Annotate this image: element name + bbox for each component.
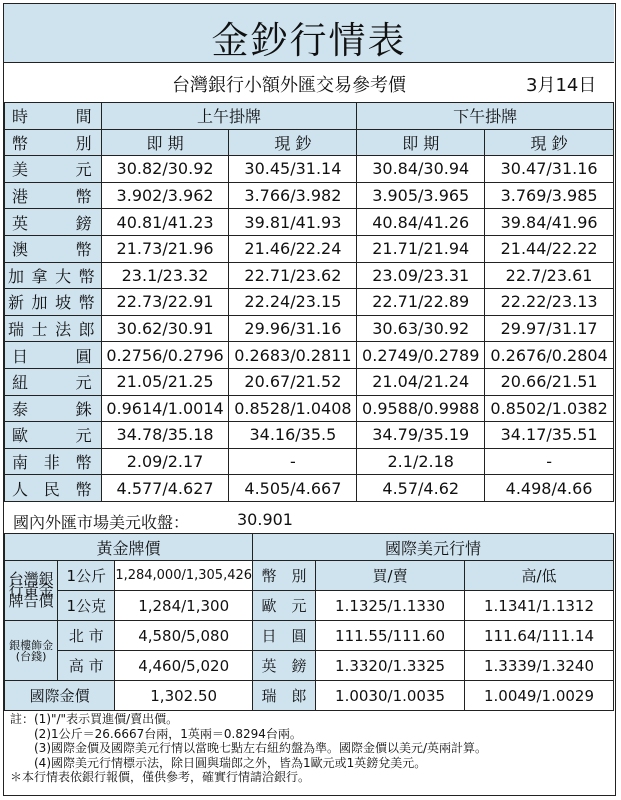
fx-buysell-header: 買/賣 — [316, 561, 465, 591]
pm-spot-cell: 22.71/22.89 — [357, 289, 485, 316]
am-cash-cell: 34.16/35.5 — [229, 422, 357, 449]
pm-spot-cell: 21.04/21.24 — [357, 368, 485, 395]
gold-unit: 1公斤 — [58, 561, 115, 591]
gold-unit: 1公克 — [58, 591, 115, 621]
table-row — [5, 209, 614, 236]
usd-close-bar — [4, 507, 614, 534]
pm-cash-cell: 34.17/35.51 — [485, 422, 614, 449]
shop-gold-label: 銀樓飾金(台錢) — [5, 621, 58, 681]
am-cash-cell: 30.45/31.14 — [229, 156, 357, 183]
fx-buysell-cell: 1.3320/1.3325 — [316, 651, 465, 681]
shop-city: 北 市 — [58, 621, 115, 651]
table-row — [5, 395, 614, 422]
table-row — [5, 621, 614, 651]
fx-header: 國際美元行情 — [253, 534, 614, 561]
fx-highlow-cell: 1.3339/1.3240 — [465, 651, 614, 681]
date-label: 3月14日 — [526, 75, 597, 96]
intl-gold-value: 1,302.50 — [115, 681, 253, 711]
pm-spot-cell: 2.1/2.18 — [357, 448, 485, 475]
am-spot-cell: 0.9614/1.0014 — [101, 395, 229, 422]
table-row — [5, 368, 614, 395]
gold-fx-header-row — [5, 534, 614, 561]
pm-spot-cell: 40.84/41.26 — [357, 209, 485, 236]
fx-highlow-cell: 111.64/111.14 — [465, 621, 614, 651]
am-cash-cell: - — [229, 448, 357, 475]
pm-cash-cell: 29.97/31.17 — [485, 315, 614, 342]
pm-cash-cell: - — [485, 448, 614, 475]
table-row — [5, 422, 614, 449]
currency-name: 澳 幣 — [5, 235, 102, 262]
currency-name: 人民幣 — [5, 475, 102, 502]
currency-name: 美 元 — [5, 156, 102, 183]
shop-price: 4,460/5,020 — [115, 651, 253, 681]
pm-spot-cell: 30.84/30.94 — [357, 156, 485, 183]
table-row — [5, 681, 614, 711]
am-spot-header: 即 期 — [101, 129, 229, 156]
table-row — [5, 651, 614, 681]
table-row — [5, 315, 614, 342]
header-row-currency — [5, 129, 614, 156]
table-row — [5, 182, 614, 209]
currency-name: 加拿大幣 — [5, 262, 102, 289]
currency-name: 南非幣 — [5, 448, 102, 475]
pm-spot-cell: 21.71/21.94 — [357, 235, 485, 262]
fx-highlow-header: 高/低 — [465, 561, 614, 591]
footnote: (4)國際美元行情標示法，除日圓與瑞郎之外，皆為1歐元或1英鎊兌美元。 — [10, 755, 427, 770]
pm-spot-cell: 34.79/35.19 — [357, 422, 485, 449]
am-spot-cell: 4.577/4.627 — [101, 475, 229, 502]
footnote: (2)1公斤＝26.6667台兩，1英兩＝0.8294台兩。 — [10, 726, 302, 741]
am-spot-cell: 23.1/23.32 — [101, 262, 229, 289]
fx-currency-name: 歐 元 — [253, 591, 316, 621]
pm-cash-cell: 4.498/4.66 — [485, 475, 614, 502]
gold-price: 1,284,000/1,305,426 — [115, 561, 253, 591]
am-spot-cell: 40.81/41.23 — [101, 209, 229, 236]
shop-city: 高 市 — [58, 651, 115, 681]
fx-highlow-cell: 1.1341/1.1312 — [465, 591, 614, 621]
currency-name: 泰 銖 — [5, 395, 102, 422]
fx-currency-name: 英 鎊 — [253, 651, 316, 681]
currency-name: 港 幣 — [5, 182, 102, 209]
gold-fx-table — [4, 533, 614, 711]
pm-cash-cell: 0.8502/1.0382 — [485, 395, 614, 422]
footnote: 註：(1)"/"表示買進價/賣出價。 — [10, 712, 179, 726]
fx-buysell-cell: 1.0030/1.0035 — [316, 681, 465, 711]
am-cash-cell: 20.67/21.52 — [229, 368, 357, 395]
pm-spot-header: 即 期 — [357, 129, 485, 156]
am-cash-cell: 4.505/4.667 — [229, 475, 357, 502]
am-spot-cell: 30.62/30.91 — [101, 315, 229, 342]
am-spot-cell: 2.09/2.17 — [101, 448, 229, 475]
am-spot-cell: 3.902/3.962 — [101, 182, 229, 209]
table-row — [5, 448, 614, 475]
pm-cash-header: 現 鈔 — [485, 129, 614, 156]
fx-currency-name: 瑞 郎 — [253, 681, 316, 711]
currency-name: 新加坡幣 — [5, 289, 102, 316]
table-row — [5, 561, 614, 591]
time-label: 時 間 — [5, 103, 102, 130]
pm-cash-cell: 39.84/41.96 — [485, 209, 614, 236]
pm-cash-cell: 22.22/23.13 — [485, 289, 614, 316]
am-cash-cell: 0.2683/0.2811 — [229, 342, 357, 369]
am-cash-cell: 22.24/23.15 — [229, 289, 357, 316]
pm-cash-cell: 21.44/22.22 — [485, 235, 614, 262]
fx-buysell-cell: 111.55/111.60 — [316, 621, 465, 651]
pm-spot-cell: 0.2749/0.2789 — [357, 342, 485, 369]
currency-name: 日 圓 — [5, 342, 102, 369]
currency-name: 瑞士法郎 — [5, 315, 102, 342]
table-row — [5, 289, 614, 316]
pm-spot-cell: 23.09/23.31 — [357, 262, 485, 289]
exchange-rate-table — [4, 102, 614, 502]
footnotes — [10, 712, 487, 785]
table-row — [5, 342, 614, 369]
title-bar — [4, 4, 614, 63]
pm-spot-cell: 0.9588/0.9988 — [357, 395, 485, 422]
am-spot-cell: 21.73/21.96 — [101, 235, 229, 262]
am-cash-cell: 29.96/31.16 — [229, 315, 357, 342]
fx-highlow-cell: 1.0049/1.0029 — [465, 681, 614, 711]
am-cash-header: 現 鈔 — [229, 129, 357, 156]
rate-sheet — [3, 3, 616, 796]
am-cash-cell: 3.766/3.982 — [229, 182, 357, 209]
table-row — [5, 475, 614, 502]
pm-cash-cell: 22.7/23.61 — [485, 262, 614, 289]
am-cash-cell: 22.71/23.62 — [229, 262, 357, 289]
currency-name: 英 鎊 — [5, 209, 102, 236]
usd-close-value: 30.901 — [237, 510, 293, 529]
subtitle-bar — [4, 62, 614, 103]
shop-price: 4,580/5,080 — [115, 621, 253, 651]
pm-cash-cell: 3.769/3.985 — [485, 182, 614, 209]
intl-gold-label: 國際金價 — [5, 681, 115, 711]
pm-spot-cell: 30.63/30.92 — [357, 315, 485, 342]
table-row — [5, 591, 614, 621]
fx-currency-label: 幣 別 — [253, 561, 316, 591]
currency-label: 幣 別 — [5, 129, 102, 156]
am-cash-cell: 39.81/41.93 — [229, 209, 357, 236]
table-row — [5, 262, 614, 289]
header-row-time — [5, 103, 614, 130]
am-cash-cell: 0.8528/1.0408 — [229, 395, 357, 422]
subtitle: 台灣銀行小額外匯交易參考價 — [172, 75, 406, 96]
am-cash-cell: 21.46/22.24 — [229, 235, 357, 262]
footnote: ＊本行情表依銀行報價，僅供參考，確實行情請洽銀行。 — [10, 770, 311, 785]
page-title: 金鈔行情表 — [211, 19, 407, 62]
am-spot-cell: 34.78/35.18 — [101, 422, 229, 449]
footnote: (3)國際金價及國際美元行情以當晚七點左右紐約盤為準。國際金價以美元/英兩計算。 — [10, 741, 488, 756]
fx-currency-name: 日 圓 — [253, 621, 316, 651]
currency-name: 紐 元 — [5, 368, 102, 395]
am-spot-cell: 21.05/21.25 — [101, 368, 229, 395]
pm-cash-cell: 20.66/21.51 — [485, 368, 614, 395]
fx-buysell-cell: 1.1325/1.1330 — [316, 591, 465, 621]
pm-cash-cell: 0.2676/0.2804 — [485, 342, 614, 369]
pm-cash-cell: 30.47/31.16 — [485, 156, 614, 183]
pm-spot-cell: 3.905/3.965 — [357, 182, 485, 209]
am-spot-cell: 30.82/30.92 — [101, 156, 229, 183]
am-spot-cell: 0.2756/0.2796 — [101, 342, 229, 369]
table-row — [5, 235, 614, 262]
gold-header: 黃金牌價 — [5, 534, 253, 561]
am-spot-cell: 22.73/22.91 — [101, 289, 229, 316]
gold-price: 1,284/1,300 — [115, 591, 253, 621]
bank-gold-label: 台灣銀行黃金牌告價 — [5, 561, 58, 621]
pm-header: 下午掛牌 — [357, 103, 614, 130]
am-header: 上午掛牌 — [101, 103, 357, 130]
currency-name: 歐 元 — [5, 422, 102, 449]
table-row — [5, 156, 614, 183]
usd-close-label: 國內外匯市場美元收盤： — [13, 513, 190, 532]
pm-spot-cell: 4.57/4.62 — [357, 475, 485, 502]
